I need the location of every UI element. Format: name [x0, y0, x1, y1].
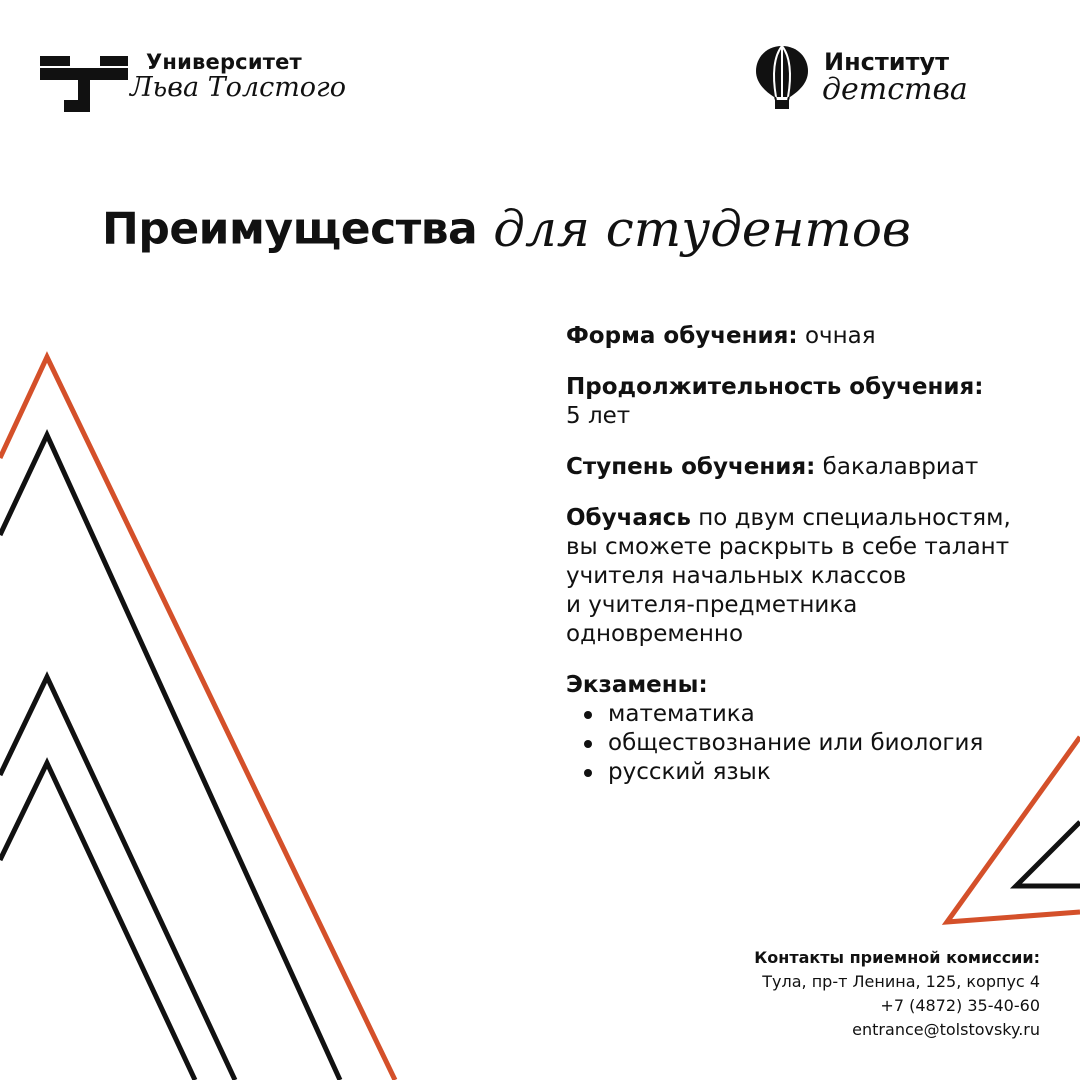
study-description-line: учителя начальных классов	[566, 563, 907, 589]
exams	[566, 671, 1066, 787]
study-duration-label: Продолжительность обучения:	[566, 374, 984, 400]
study-duration	[566, 373, 1066, 431]
page-title	[102, 200, 911, 258]
black-chevron-left-2	[0, 677, 235, 1080]
balloon-icon	[752, 44, 812, 110]
exam-item-label: обществознание или биология	[608, 730, 984, 756]
contacts-email[interactable]: entrance@tolstovsky.ru	[852, 1020, 1040, 1039]
study-level	[566, 453, 1066, 482]
exam-item	[580, 758, 1066, 787]
study-duration-value: 5 лет	[566, 403, 631, 429]
institute-logo-line1: Институт	[824, 48, 950, 76]
contacts	[754, 946, 1040, 1042]
black-chevron-left-1	[0, 435, 340, 1080]
bullet-icon	[584, 769, 592, 777]
institute-logo	[752, 44, 1052, 116]
study-description-line: по двум специальностям,	[698, 505, 1011, 531]
study-form-label: Форма обучения:	[566, 323, 798, 349]
study-description-line: вы сможете раскрыть в себе талант	[566, 534, 1010, 560]
study-description-lead: Обучаясь	[566, 505, 691, 531]
institute-logo-line2: детства	[822, 72, 968, 107]
exam-item-label: русский язык	[608, 759, 771, 785]
exams-list	[566, 700, 1066, 787]
university-logo-line1: Университет	[146, 50, 302, 74]
study-level-label: Ступень обучения:	[566, 454, 816, 480]
black-chevron-left-3	[0, 763, 195, 1080]
black-triangle-right	[1016, 822, 1080, 886]
study-level-value: бакалавриат	[822, 454, 979, 480]
study-description	[566, 504, 1066, 649]
exams-label: Экзамены:	[566, 672, 708, 698]
contacts-phone[interactable]: +7 (4872) 35-40-60	[880, 996, 1040, 1015]
program-info	[566, 322, 1066, 787]
contacts-heading: Контакты приемной комиссии:	[754, 948, 1040, 967]
bullet-icon	[584, 711, 592, 719]
university-t-logo-icon	[40, 56, 132, 112]
study-description-line: одновременно	[566, 621, 744, 647]
exam-item	[580, 700, 1066, 729]
bullet-icon	[584, 740, 592, 748]
study-description-line: и учителя-предметника	[566, 592, 858, 618]
title-script: для студентов	[493, 200, 912, 258]
title-bold: Преимущества	[102, 203, 478, 255]
study-form	[566, 322, 1066, 351]
exam-item-label: математика	[608, 701, 755, 727]
exam-item	[580, 729, 1066, 758]
study-form-value: очная	[804, 323, 876, 349]
university-logo	[40, 50, 400, 120]
university-logo-line2: Льва Толстого	[130, 72, 346, 103]
contacts-address: Тула, пр-т Ленина, 125, корпус 4	[762, 972, 1040, 991]
